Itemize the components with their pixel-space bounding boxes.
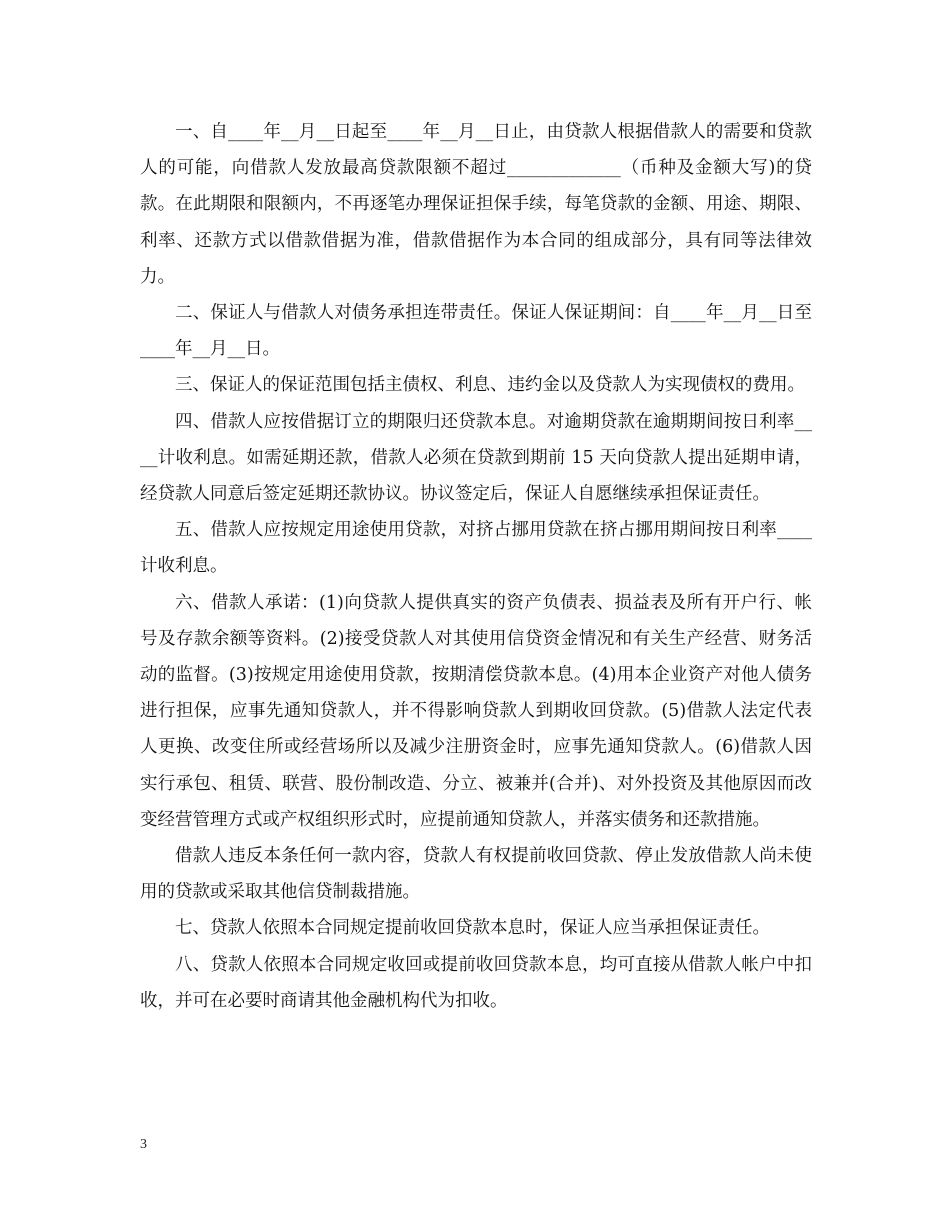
clause-4-paragraph: 四、借款人应按借据订立的期限归还贷款本息。对逾期贷款在逾期期间按日利率____计收利息。如需延期还款，借款人必须在贷款到期前 15 天向贷款人提出延期申请，经贷款人同意后签定延期还款协议。协议签定后，保证人自愿继续承担保证责任。: [140, 411, 812, 505]
clause-6-paragraph: 六、借款人承诺：(1)向贷款人提供真实的资产负债表、损益表及所有开户行、帐号及存款余额等资料。(2)接受贷款人对其使用信贷资金情况和有关生产经营、财务活动的监督。(3)按规定用途使用贷款，按期清偿贷款本息。(4)用本企业资产对他人债务进行担保，应事先通知贷款人，并不得影响贷款人到期收回贷款。(5)借款人法定代表人更换、改变住所或经营场所以及减少注册资金时，应事先通知贷款人。(6)借款人因实行承包、租赁、联营、股份制改造、分立、被兼并(合并)、对外投资及其他原因而改变经营管理方式或产权组织形式时，应提前通知贷款人，并落实债务和还款措施。: [140, 592, 812, 830]
clause-7-paragraph: 七、贷款人依照本合同规定提前收回贷款本息时，保证人应当承担保证责任。: [175, 918, 770, 939]
page-number: 3: [140, 1137, 147, 1152]
clause-6-supplement-paragraph: 借款人违反本条任何一款内容，贷款人有权提前收回贷款、停止发放借款人尚未使用的贷款或采取其他信贷制裁措施。: [140, 846, 812, 903]
clause-2-paragraph: 二、保证人与借款人对债务承担连带责任。保证人保证期间：自____年__月__日至____年__月__日。: [140, 303, 812, 360]
document-body: [140, 114, 812, 1019]
clause-3-paragraph: 三、保证人的保证范围包括主债权、利息、违约金以及贷款人为实现债权的费用。: [175, 375, 805, 396]
clause-1-paragraph: 一、自____年__月__日起至____年__月__日止，由贷款人根据借款人的需要和贷款人的可能，向借款人发放最高贷款限额不超过_____________（币种及金额大写)的贷款。在此期限和限额内，不再逐笔办理保证担保手续，每笔贷款的金额、用途、期限、利率、还款方式以借款借据为准，借款借据作为本合同的组成部分，具有同等法律效力。: [140, 122, 812, 287]
clause-8-paragraph: 八、贷款人依照本合同规定收回或提前收回贷款本息，均可直接从借款人帐户中扣收，并可在必要时商请其他金融机构代为扣收。: [140, 954, 812, 1011]
clause-5-paragraph: 五、借款人应按规定用途使用贷款，对挤占挪用贷款在挤占挪用期间按日利率____计收利息。: [140, 520, 812, 577]
